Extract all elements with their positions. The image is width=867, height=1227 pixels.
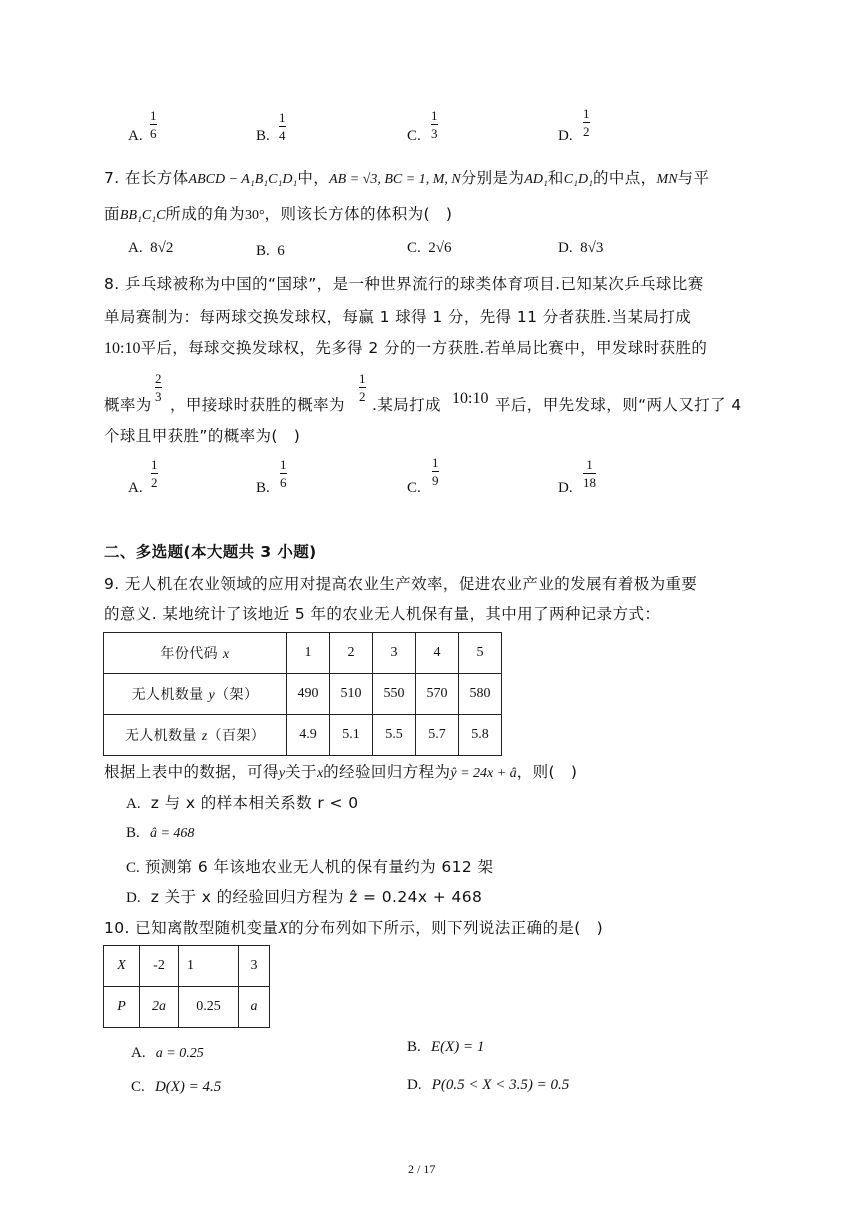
q9-option-c: C. 预测第 6 年该地农业无人机的保有量约为 612 架 <box>126 858 494 876</box>
table-row <box>104 674 502 715</box>
q8-line2: 单局赛制为：每两球交换发球权，每赢 1 球得 1 分，先得 11 分者获胜.当某局打成 <box>104 308 692 326</box>
q7-option-c: C. 2√6 <box>407 240 452 256</box>
table-cell: 0.25 <box>179 987 239 1028</box>
q10-option-d: D. P(0.5 < X < 3.5) = 0.5 <box>407 1077 570 1093</box>
q6-option-d-fraction: 1 2 <box>583 106 590 139</box>
table-cell: 2a <box>140 987 179 1028</box>
q6-option-c-letter: C. <box>407 128 421 144</box>
q9-option-a: A. z 与 x 的样本相关系数 r < 0 <box>126 794 359 812</box>
table-row <box>104 715 502 756</box>
q8-prob-receive: 1 2 <box>359 371 366 404</box>
table-cell: -2 <box>140 946 179 987</box>
q8-option-c-letter: C. <box>407 480 421 496</box>
q9-option-b: B. â = 468 <box>126 825 195 841</box>
table-cell: 490 <box>287 674 330 715</box>
q8-option-d-letter: D. <box>558 480 573 496</box>
table-cell: 无人机数量 z（百架） <box>104 715 287 756</box>
table-cell: 无人机数量 y（架） <box>104 674 287 715</box>
q8-line5: 个球且甲获胜”的概率为( ) <box>104 427 301 445</box>
table-row <box>104 987 270 1028</box>
q8-line3: 10:10平后，每球交换发球权，先多得 2 分的一方获胜.若单局比赛中，甲发球时获胜的 <box>104 339 708 357</box>
q9-data-table <box>103 632 502 756</box>
q8-option-a-letter: A. <box>128 480 143 496</box>
section-heading: 二、多选题(本大题共 3 小题) <box>104 543 317 561</box>
table-cell: X <box>104 946 140 987</box>
table-cell: a <box>239 987 270 1028</box>
q8-option-c-fraction: 1 9 <box>432 455 439 488</box>
q8-line4-d: 平后，甲先发球，则“两人又打了 4 <box>495 396 742 414</box>
table-cell: 3 <box>239 946 270 987</box>
table-cell: 5 <box>459 633 502 674</box>
table-cell: 5.7 <box>416 715 459 756</box>
table-cell: P <box>104 987 140 1028</box>
q10-line: 10. 已知离散型随机变量X的分布列如下所示，则下列说法正确的是( ) <box>104 919 604 937</box>
q8-line1: 8. 乒乓球被称为中国的“国球”，是一种世界流行的球类体育项目.已知某次乒乓球比赛 <box>104 275 704 293</box>
q6-option-a-fraction: 1 6 <box>150 108 157 141</box>
table-cell: 510 <box>330 674 373 715</box>
q6-option-c-fraction: 1 3 <box>431 108 438 141</box>
table-cell: 2 <box>330 633 373 674</box>
q9-option-d: D. z 关于 x 的经验回归方程为 ẑ = 0.24x + 468 <box>126 888 483 906</box>
q9-after-table: 根据上表中的数据，可得y关于x的经验回归方程为ŷ = 24x + â，则( ) <box>104 763 578 781</box>
table-cell: 570 <box>416 674 459 715</box>
q7-option-d: D. 8√3 <box>558 240 604 256</box>
table-cell: 1 <box>179 946 239 987</box>
q7-line1: 7. 在长方体ABCD − A₁B₁C₁D₁中，AB = √3, BC = 1, M, N分别是为AD₁和C₁D₁的中点，MN与平 <box>104 169 710 187</box>
q6-option-b-letter: B. <box>256 128 270 144</box>
q10-option-a: A. a = 0.25 <box>131 1045 204 1061</box>
table-cell: 1 <box>287 633 330 674</box>
table-cell: 580 <box>459 674 502 715</box>
table-cell: 3 <box>373 633 416 674</box>
q9-line1: 9. 无人机在农业领域的应用对提高农业生产效率，促进农业产业的发展有着极为重要 <box>104 575 698 593</box>
q8-option-b-fraction: 1 6 <box>280 457 287 490</box>
q9-line2: 的意义. 某地统计了该地近 5 年的农业无人机保有量，其中用了两种记录方式： <box>104 605 661 623</box>
q8-option-d-fraction: 1 18 <box>583 457 596 490</box>
q6-option-d-letter: D. <box>558 128 573 144</box>
table-cell: 5.5 <box>373 715 416 756</box>
q8-prob-serve: 2 3 <box>155 371 162 404</box>
q7-line2: 面BB₁C₁C所成的角为30°，则该长方体的体积为( ) <box>104 205 453 223</box>
table-cell: 4.9 <box>287 715 330 756</box>
q8-score2: 10:10 <box>452 390 489 407</box>
table-row <box>104 946 270 987</box>
table-cell: 年份代码 x <box>104 633 287 674</box>
q7-option-b: B. 6 <box>256 243 285 259</box>
q8-line4-a: 概率为 <box>104 396 152 414</box>
q8-option-a-fraction: 1 2 <box>151 457 158 490</box>
table-cell: 4 <box>416 633 459 674</box>
q10-distribution-table <box>103 945 270 1028</box>
q8-line4-c: .某局打成 <box>372 396 441 414</box>
page-number: 2 / 17 <box>408 1162 436 1176</box>
q6-option-b-fraction: 1 4 <box>279 110 286 143</box>
table-cell: 5.8 <box>459 715 502 756</box>
q6-option-a-letter: A. <box>128 128 143 144</box>
q10-option-b: B. E(X) = 1 <box>407 1039 485 1055</box>
table-row <box>104 633 502 674</box>
q8-line4-b: ，甲接球时获胜的概率为 <box>170 396 345 414</box>
table-cell: 550 <box>373 674 416 715</box>
q8-option-b-letter: B. <box>256 480 270 496</box>
q7-option-a: A. 8√2 <box>128 240 174 256</box>
q10-option-c: C. D(X) = 4.5 <box>131 1079 222 1095</box>
table-cell: 5.1 <box>330 715 373 756</box>
